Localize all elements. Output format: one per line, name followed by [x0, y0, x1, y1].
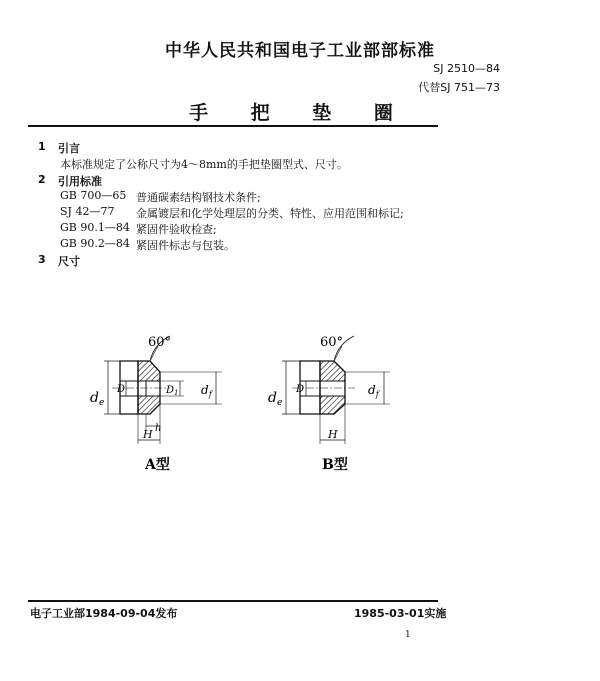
footer-rule	[28, 600, 438, 602]
type-b-H-label: H	[328, 428, 338, 441]
section-2-number: 2	[38, 173, 46, 186]
type-b-de-label: $d_e$	[268, 390, 283, 408]
type-a-de-label: $d_e$	[90, 390, 105, 408]
section-3-title: 尺寸	[58, 255, 80, 268]
type-b-df-label: $d_f$	[368, 383, 379, 399]
issue-date: 电子工业部1984-09-04发布	[30, 607, 178, 620]
issuing-organization: 中华人民共和国电子工业部部标准	[165, 41, 435, 61]
type-a-H-label: H	[143, 428, 153, 441]
reference-title: 金属镀层和化学处理层的分类、特性、应用范围和标记;	[136, 207, 404, 220]
type-a-D1-label: $D_1$	[166, 385, 179, 397]
effective-date: 1985-03-01实施	[354, 607, 447, 620]
type-a-caption: A型	[145, 457, 170, 473]
reference-title: 普通碳素结构钢技术条件;	[136, 191, 261, 204]
reference-title: 紧固件验收检查;	[136, 223, 217, 236]
section-3-number: 3	[38, 253, 46, 266]
type-b-angle-label: 60°	[320, 335, 344, 350]
reference-code: SJ 42—77	[60, 205, 115, 218]
section-1-number: 1	[38, 140, 46, 153]
type-a-angle-label: 60°	[148, 335, 172, 350]
reference-code: GB 700—65	[60, 189, 127, 202]
section-2-title: 引用标准	[58, 175, 102, 188]
reference-title: 紧固件标志与包装。	[136, 239, 235, 252]
type-a-D-label: D	[117, 384, 126, 395]
document-title: 手 把 垫 圈	[189, 102, 411, 124]
type-a-df-label: $d_f$	[201, 383, 212, 399]
type-a-h-label: h	[155, 423, 162, 434]
reference-code: GB 90.1—84	[60, 221, 130, 234]
reference-code: GB 90.2—84	[60, 237, 130, 250]
replaces-standard: 代替SJ 751—73	[418, 81, 500, 94]
page-number: 1	[405, 630, 411, 640]
section-1-text: 本标准规定了公称尺寸为4～8mm的手把垫圈型式、尺寸。	[60, 158, 348, 171]
type-b-D-label: D	[296, 384, 305, 395]
standard-code: SJ 2510—84	[433, 62, 500, 75]
type-b-caption: B型	[322, 457, 348, 473]
section-1-title: 引言	[58, 142, 80, 155]
